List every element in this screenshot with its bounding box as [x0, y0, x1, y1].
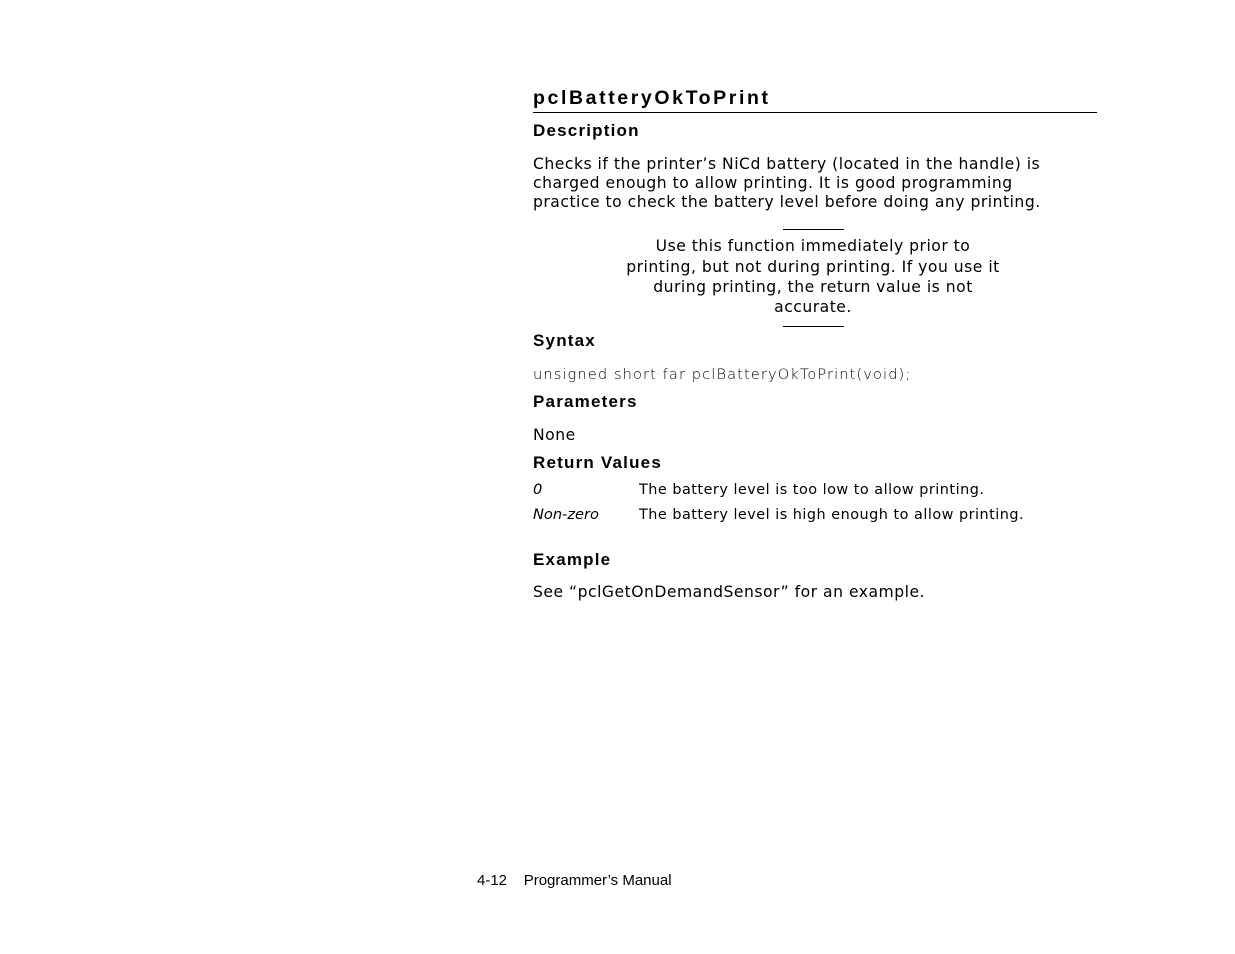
page-footer: [477, 872, 672, 890]
manual-title: Programmer’s Manual: [523, 872, 672, 889]
description-line: practice to check the battery level before doing any printing.: [533, 193, 1041, 211]
parameters-text: None: [533, 426, 576, 444]
note-line: accurate.: [774, 298, 852, 316]
title-underline: [533, 112, 1097, 113]
return-values-heading: Return Values: [533, 453, 662, 472]
note-line: printing, but not during printing. If you use it: [626, 258, 1000, 276]
note-bottom-rule: [783, 326, 844, 327]
example-heading: Example: [533, 550, 612, 569]
description-line: charged enough to allow printing. It is good programming: [533, 174, 1013, 192]
description-line: Checks if the printer’s NiCd battery (located in the handle) is: [533, 155, 1041, 173]
page-number: 4-12: [477, 872, 508, 889]
note-line: during printing, the return value is not: [653, 278, 973, 296]
syntax-heading: Syntax: [533, 331, 596, 350]
syntax-code: unsigned short far pclBatteryOkToPrint(void);: [533, 366, 912, 383]
description-heading: Description: [533, 121, 640, 140]
function-title: pclBatteryOkToPrint: [533, 87, 771, 109]
return-value: Non-zero: [533, 506, 599, 523]
return-value-description: The battery level is high enough to allow printing.: [639, 507, 1025, 523]
note-top-rule: [783, 229, 844, 230]
return-value-row: [533, 506, 1097, 524]
example-text: See “pclGetOnDemandSensor” for an example.: [533, 583, 926, 601]
parameters-heading: Parameters: [533, 392, 638, 411]
return-value: 0: [533, 481, 543, 498]
return-value-row: [533, 481, 1097, 499]
note-line: Use this function immediately prior to: [655, 237, 971, 255]
return-value-description: The battery level is too low to allow printing.: [639, 482, 985, 498]
